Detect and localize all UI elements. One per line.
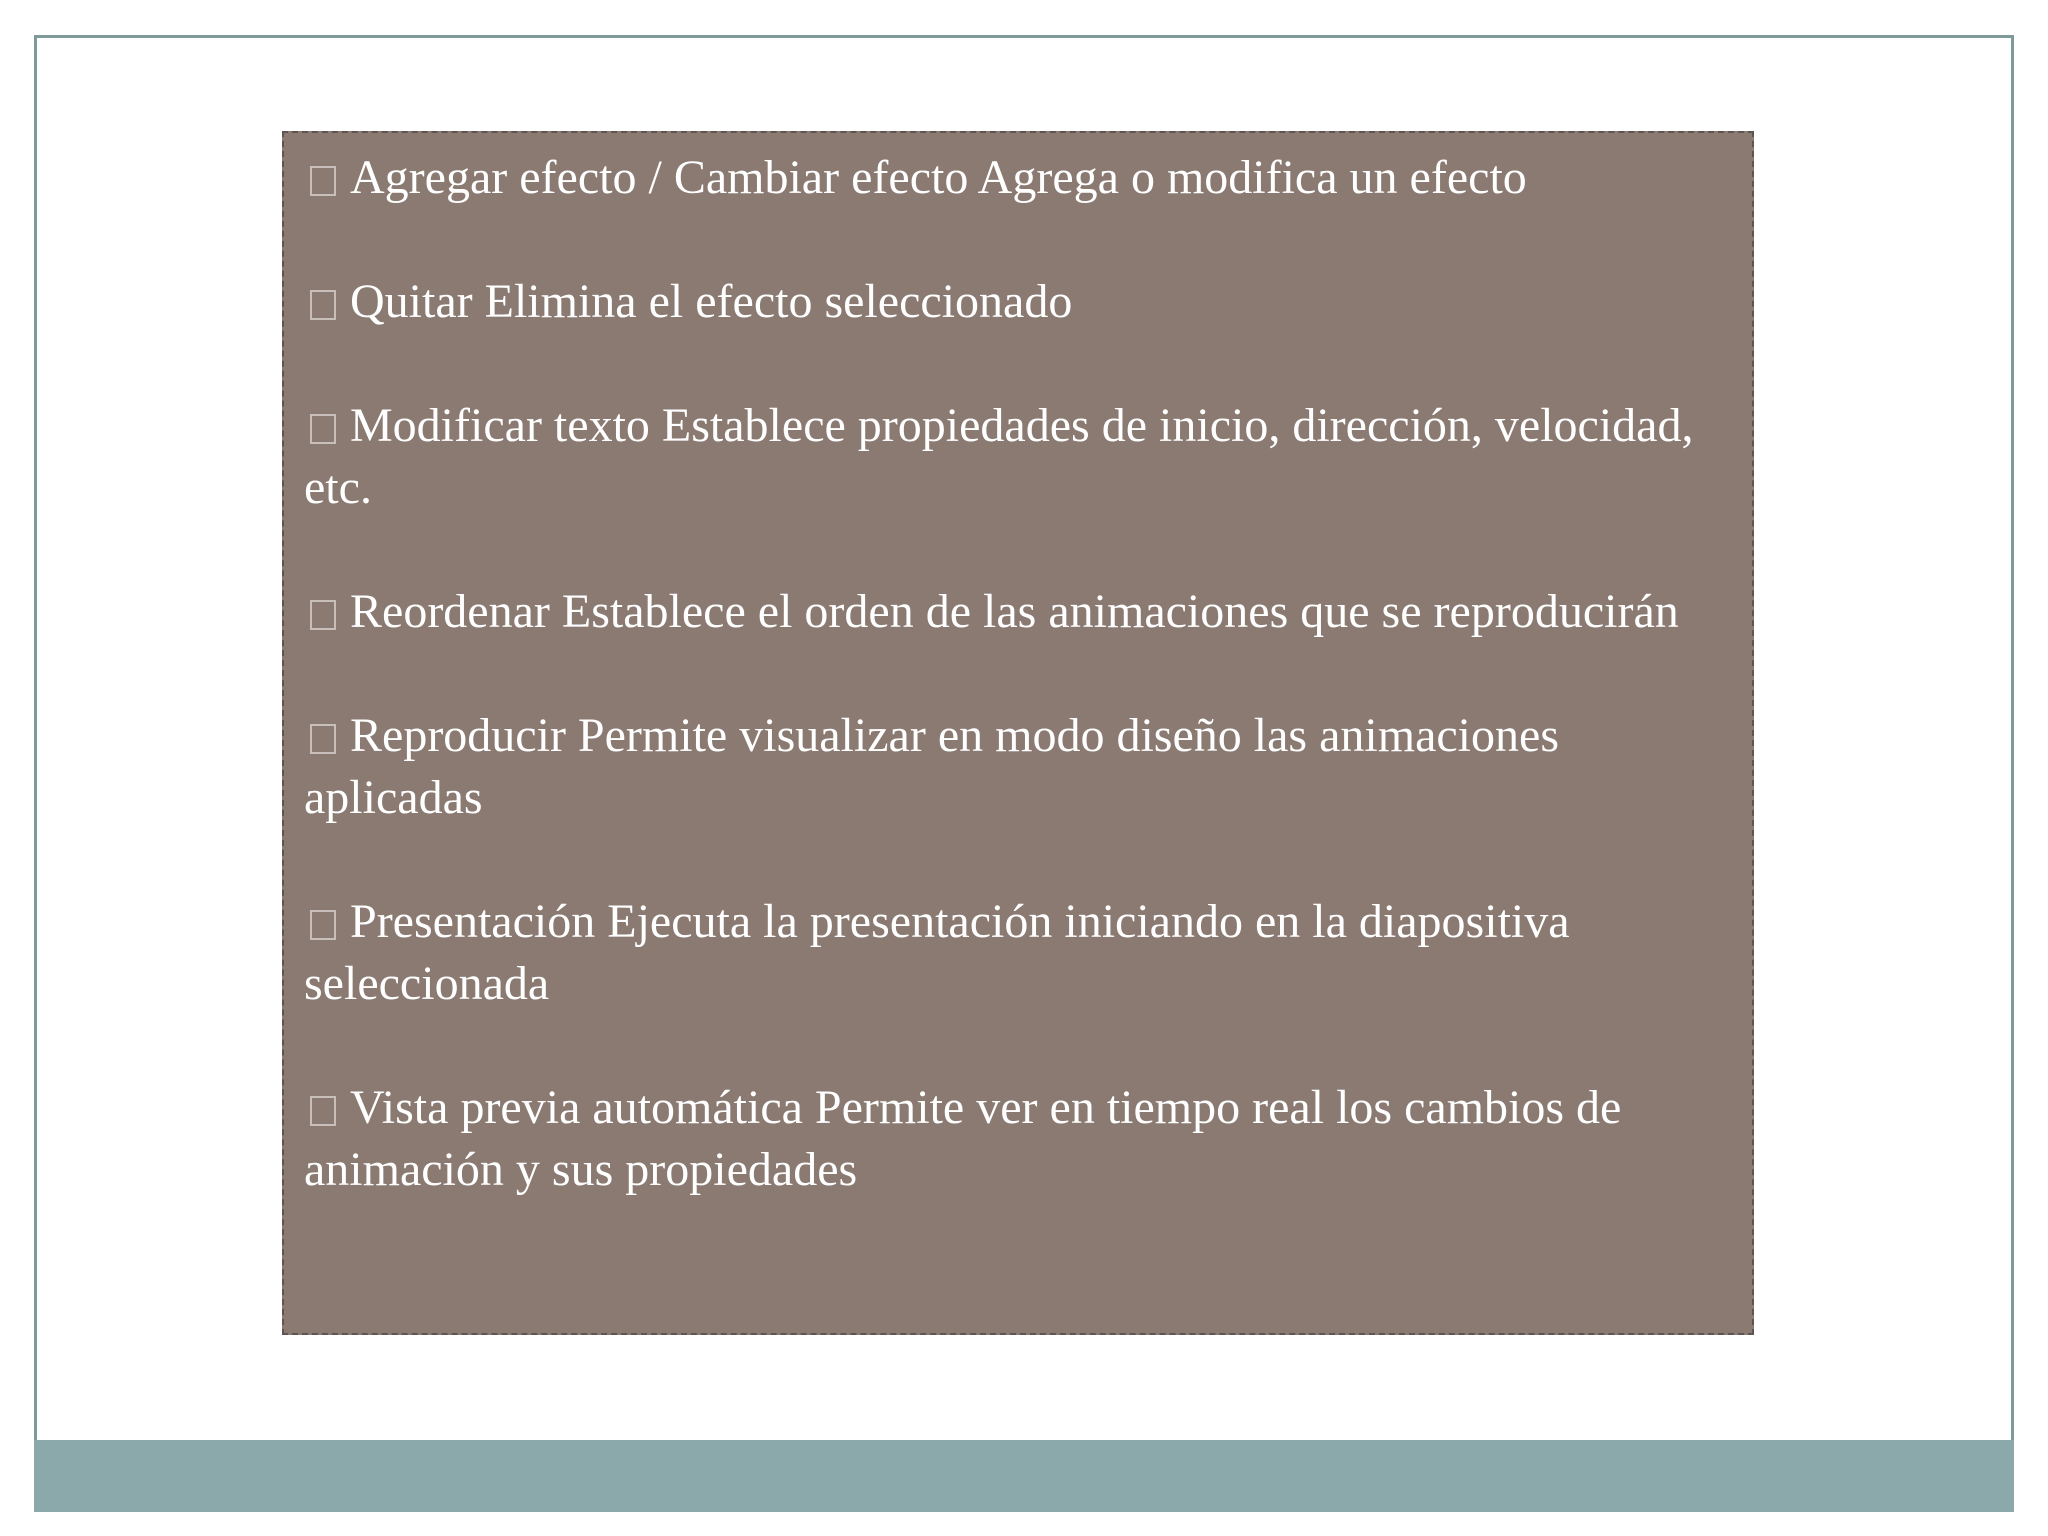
bullet-box-icon	[310, 414, 336, 444]
bullet-box-icon	[310, 166, 336, 196]
list-item-text: Agregar efecto / Cambiar efecto Agrega o modifica un efecto	[350, 151, 1527, 204]
content-text-box[interactable]	[282, 131, 1754, 1335]
list-item	[304, 271, 1732, 333]
list-item	[304, 705, 1732, 829]
bullet-box-icon	[310, 1096, 336, 1126]
list-item-text: Quitar Elimina el efecto seleccionado	[350, 275, 1073, 328]
bullet-box-icon	[310, 290, 336, 320]
list-item-text: Reordenar Establece el orden de las animaciones que se reproducirán	[350, 585, 1679, 638]
list-item	[304, 891, 1732, 1015]
list-item	[304, 395, 1732, 519]
list-item	[304, 581, 1732, 643]
list-item	[304, 147, 1732, 209]
list-item-text: Presentación Ejecuta la presentación iniciando en la diapositiva seleccionada	[304, 895, 1570, 1010]
list-item	[304, 1077, 1732, 1201]
bullet-box-icon	[310, 600, 336, 630]
list-item-text: Reproducir Permite visualizar en modo diseño las animaciones aplicadas	[304, 709, 1559, 824]
bullet-box-icon	[310, 724, 336, 754]
footer-band	[34, 1440, 2014, 1512]
list-item-text: Modificar texto Establece propiedades de inicio, dirección, velocidad, etc.	[304, 399, 1694, 514]
list-item-text: Vista previa automática Permite ver en tiempo real los cambios de animación y sus propiedades	[304, 1081, 1622, 1196]
bullet-box-icon	[310, 910, 336, 940]
